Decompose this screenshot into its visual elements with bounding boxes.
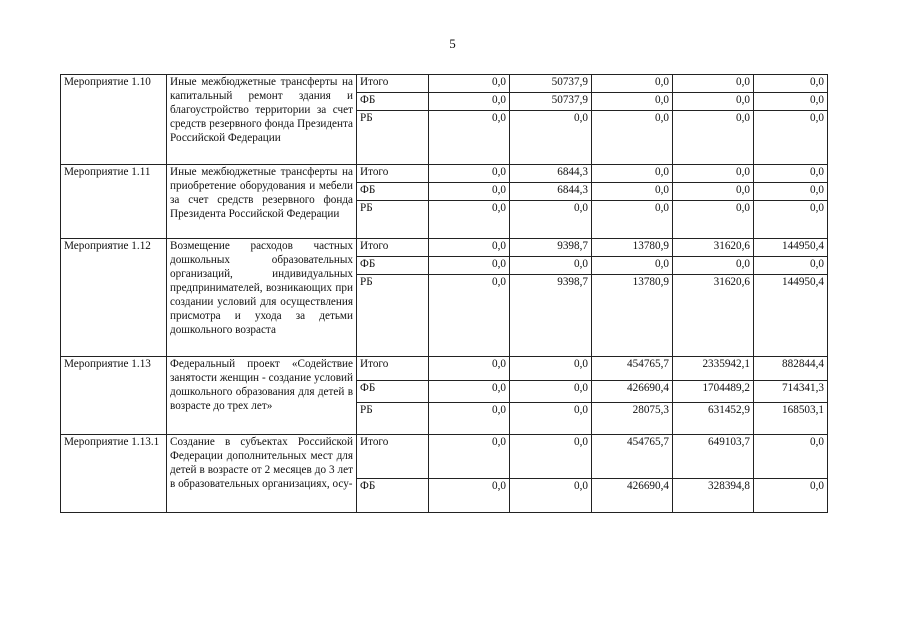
amount-cell: 649103,7 bbox=[673, 435, 754, 479]
table-row bbox=[61, 357, 828, 381]
funding-source-cell: Итого bbox=[357, 165, 429, 183]
description-cell: Федеральный проект «Содействие занятости женщин - создание условий дошкольного образования для детей в возрасте до трех лет» bbox=[167, 357, 357, 435]
page-number: 5 bbox=[449, 36, 456, 51]
amount-cell: 0,0 bbox=[510, 479, 592, 513]
amount-cell: 31620,6 bbox=[673, 239, 754, 257]
amount-cell: 0,0 bbox=[429, 403, 510, 435]
funding-source-cell: РБ bbox=[357, 403, 429, 435]
amount-cell: 0,0 bbox=[754, 257, 828, 275]
amount-cell: 0,0 bbox=[429, 239, 510, 257]
amount-cell: 9398,7 bbox=[510, 275, 592, 357]
funding-source-cell: ФБ bbox=[357, 381, 429, 403]
amount-cell: 50737,9 bbox=[510, 93, 592, 111]
amount-cell: 0,0 bbox=[429, 479, 510, 513]
amount-cell: 0,0 bbox=[754, 479, 828, 513]
amount-cell: 0,0 bbox=[673, 111, 754, 165]
amount-cell: 0,0 bbox=[510, 357, 592, 381]
description-cell: Иные межбюджетные трансферты на приобретение оборудования и мебели за счет средств резервного фонда Президента Российской Федерации bbox=[167, 165, 357, 239]
funding-source-cell: ФБ bbox=[357, 479, 429, 513]
amount-cell: 454765,7 bbox=[592, 357, 673, 381]
amount-cell: 31620,6 bbox=[673, 275, 754, 357]
amount-cell: 0,0 bbox=[510, 201, 592, 239]
amount-cell: 0,0 bbox=[754, 435, 828, 479]
funding-source-cell: ФБ bbox=[357, 183, 429, 201]
amount-cell: 328394,8 bbox=[673, 479, 754, 513]
amount-cell: 882844,4 bbox=[754, 357, 828, 381]
amount-cell: 50737,9 bbox=[510, 75, 592, 93]
amount-cell: 0,0 bbox=[429, 111, 510, 165]
table-row bbox=[61, 165, 828, 183]
amount-cell: 13780,9 bbox=[592, 239, 673, 257]
funding-source-cell: РБ bbox=[357, 201, 429, 239]
description-cell: Возмещение расходов частных дошкольных образовательных организаций, индивидуальных предпринимателей, возникающих при создании условий для осуществления присмотра и ухода за детьми дошкольного возраста bbox=[167, 239, 357, 357]
amount-cell: 0,0 bbox=[754, 183, 828, 201]
amount-cell: 0,0 bbox=[592, 183, 673, 201]
amount-cell: 0,0 bbox=[429, 183, 510, 201]
funding-source-cell: Итого bbox=[357, 75, 429, 93]
amount-cell: 0,0 bbox=[429, 381, 510, 403]
amount-cell: 6844,3 bbox=[510, 165, 592, 183]
amount-cell: 0,0 bbox=[592, 257, 673, 275]
amount-cell: 0,0 bbox=[429, 75, 510, 93]
measure-cell: Мероприятие 1.11 bbox=[61, 165, 167, 239]
table-body bbox=[61, 75, 828, 513]
funding-source-cell: РБ bbox=[357, 111, 429, 165]
amount-cell: 0,0 bbox=[429, 201, 510, 239]
amount-cell: 168503,1 bbox=[754, 403, 828, 435]
amount-cell: 1704489,2 bbox=[673, 381, 754, 403]
budget-table bbox=[60, 74, 828, 513]
amount-cell: 426690,4 bbox=[592, 381, 673, 403]
measure-cell: Мероприятие 1.13.1 bbox=[61, 435, 167, 513]
amount-cell: 0,0 bbox=[429, 435, 510, 479]
amount-cell: 426690,4 bbox=[592, 479, 673, 513]
amount-cell: 0,0 bbox=[754, 201, 828, 239]
amount-cell: 0,0 bbox=[673, 257, 754, 275]
amount-cell: 0,0 bbox=[592, 93, 673, 111]
amount-cell: 0,0 bbox=[510, 381, 592, 403]
amount-cell: 6844,3 bbox=[510, 183, 592, 201]
amount-cell: 0,0 bbox=[510, 435, 592, 479]
funding-source-cell: Итого bbox=[357, 435, 429, 479]
amount-cell: 0,0 bbox=[754, 75, 828, 93]
amount-cell: 0,0 bbox=[429, 275, 510, 357]
funding-source-cell: Итого bbox=[357, 357, 429, 381]
amount-cell: 0,0 bbox=[592, 165, 673, 183]
description-cell: Иные межбюджетные трансферты на капитальный ремонт здания и благоустройство территории за счет средств резервного фонда Президента Российской Федерации bbox=[167, 75, 357, 165]
amount-cell: 0,0 bbox=[673, 165, 754, 183]
funding-source-cell: ФБ bbox=[357, 93, 429, 111]
measure-cell: Мероприятие 1.13 bbox=[61, 357, 167, 435]
funding-source-cell: ФБ bbox=[357, 257, 429, 275]
amount-cell: 9398,7 bbox=[510, 239, 592, 257]
amount-cell: 144950,4 bbox=[754, 239, 828, 257]
amount-cell: 0,0 bbox=[429, 357, 510, 381]
amount-cell: 28075,3 bbox=[592, 403, 673, 435]
measure-cell: Мероприятие 1.10 bbox=[61, 75, 167, 165]
amount-cell: 2335942,1 bbox=[673, 357, 754, 381]
amount-cell: 144950,4 bbox=[754, 275, 828, 357]
amount-cell: 13780,9 bbox=[592, 275, 673, 357]
amount-cell: 0,0 bbox=[592, 201, 673, 239]
funding-source-cell: Итого bbox=[357, 239, 429, 257]
amount-cell: 0,0 bbox=[673, 201, 754, 239]
amount-cell: 0,0 bbox=[429, 93, 510, 111]
amount-cell: 0,0 bbox=[673, 183, 754, 201]
amount-cell: 0,0 bbox=[510, 111, 592, 165]
amount-cell: 0,0 bbox=[754, 111, 828, 165]
amount-cell: 631452,9 bbox=[673, 403, 754, 435]
table-row bbox=[61, 435, 828, 479]
amount-cell: 0,0 bbox=[429, 165, 510, 183]
amount-cell: 0,0 bbox=[429, 257, 510, 275]
amount-cell: 454765,7 bbox=[592, 435, 673, 479]
amount-cell: 0,0 bbox=[673, 93, 754, 111]
description-cell: Создание в субъектах Российской Федерации дополнительных мест для детей в возрасте от 2 месяцев до 3 лет в образовательных организациях, осу- bbox=[167, 435, 357, 513]
amount-cell: 0,0 bbox=[754, 93, 828, 111]
amount-cell: 0,0 bbox=[673, 75, 754, 93]
table-row bbox=[61, 239, 828, 257]
amount-cell: 0,0 bbox=[592, 111, 673, 165]
amount-cell: 0,0 bbox=[592, 75, 673, 93]
amount-cell: 0,0 bbox=[510, 257, 592, 275]
amount-cell: 714341,3 bbox=[754, 381, 828, 403]
funding-source-cell: РБ bbox=[357, 275, 429, 357]
amount-cell: 0,0 bbox=[754, 165, 828, 183]
amount-cell: 0,0 bbox=[510, 403, 592, 435]
table-row bbox=[61, 75, 828, 93]
measure-cell: Мероприятие 1.12 bbox=[61, 239, 167, 357]
